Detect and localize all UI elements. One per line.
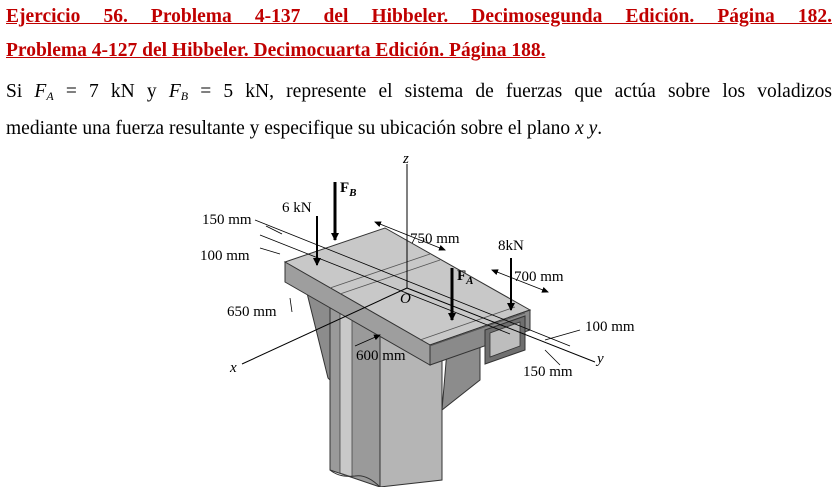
fb-symbol: F xyxy=(168,81,181,102)
force-8kn-label: 8kN xyxy=(498,238,524,254)
force-fa-label: $F_A$ xyxy=(457,268,474,287)
force-fb-label: $F_B$ xyxy=(340,180,357,199)
dim-750: 750 mm xyxy=(410,231,460,247)
origin-label: O xyxy=(400,291,411,307)
statement-prefix: Si xyxy=(6,81,35,102)
statement-line-2 xyxy=(6,117,832,141)
dim-100-right-leader xyxy=(545,330,580,340)
fa-subscript: A xyxy=(46,89,54,103)
dim-150-right: 150 mm xyxy=(523,364,573,380)
dim-150-left: 150 mm xyxy=(202,212,252,228)
force-6kn-label: 6 kN xyxy=(282,200,312,216)
statement-line-1 xyxy=(6,80,832,104)
dim-100-right: 100 mm xyxy=(585,319,635,335)
dim-150-right-leader xyxy=(545,350,560,365)
axis-x-label: x xyxy=(230,360,237,376)
dim-700: 700 mm xyxy=(514,269,564,285)
dim-650: 650 mm xyxy=(227,304,277,320)
fb-subscript: B xyxy=(180,89,189,103)
cantilever-figure xyxy=(180,150,650,487)
header-line-2: Problema 4-127 del Hibbeler. Decimocuarta Edición. Página 188. xyxy=(6,40,546,61)
axis-z-label: z xyxy=(403,151,409,167)
dim-100-left-leader xyxy=(260,248,280,254)
dim-600: 600 mm xyxy=(356,348,406,364)
fb-value: = 5 kN, represente el sistema de fuerzas que actúa sobre los voladizos xyxy=(188,81,832,102)
dim-100-left: 100 mm xyxy=(200,248,250,264)
header-line-1: Ejercicio 56. Problema 4-137 del Hibbeler. Decimosegunda Edición. Página 182. xyxy=(6,6,832,27)
statement-line-2-end: . xyxy=(597,118,603,139)
statement-line-2-text: mediante una fuerza resultante y especifique su ubicación sobre el plano xyxy=(6,118,576,139)
axis-y-label: y xyxy=(597,351,604,367)
dim-650-leader xyxy=(290,298,292,312)
fa-symbol: F xyxy=(34,81,47,102)
fa-value: = 7 kN y xyxy=(53,81,169,102)
plane-variable: x y xyxy=(575,118,598,139)
